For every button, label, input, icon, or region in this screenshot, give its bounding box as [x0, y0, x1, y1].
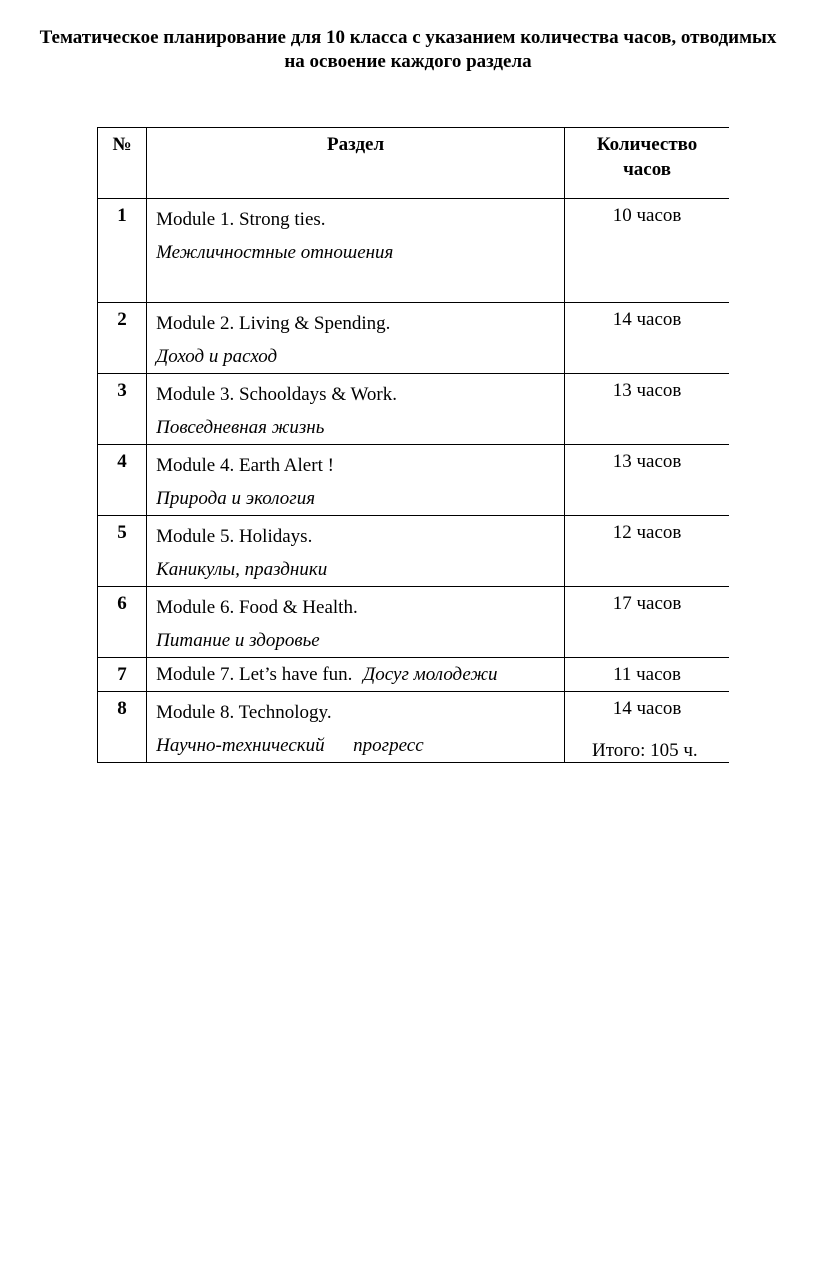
section-ru: Природа и экология — [156, 488, 316, 509]
table-row — [98, 587, 730, 658]
section-ru: Научно-технический прогресс — [156, 735, 424, 756]
section-en: Module 7. Let’s have fun. — [156, 664, 353, 685]
row-hours: 14 часов — [565, 303, 729, 374]
row-section — [147, 199, 565, 303]
row-hours: 13 часов — [565, 445, 729, 516]
row-num: 7 — [98, 658, 147, 692]
row-section — [147, 516, 565, 587]
row-section — [147, 587, 565, 658]
table-row — [98, 374, 730, 445]
planning-table — [97, 127, 729, 763]
table-row — [98, 516, 730, 587]
row-section — [147, 303, 565, 374]
row-section — [147, 658, 565, 692]
section-ru: Межличностные отношения — [156, 242, 394, 263]
row-num: 5 — [98, 516, 147, 587]
header-section: Раздел — [147, 128, 565, 199]
row-num: 4 — [98, 445, 147, 516]
header-hours-line-2: часов — [623, 159, 672, 180]
table-row — [98, 199, 730, 303]
title-line-1: Тематическое планирование для 10 класса с указанием количества часов, отводимых — [39, 27, 777, 48]
section-ru: Досуг молодежи — [363, 664, 498, 685]
row-hours: 17 часов — [565, 587, 729, 658]
header-hours-line-1: Количество — [596, 134, 698, 155]
table-row — [98, 445, 730, 516]
header-hours — [565, 128, 729, 199]
row-num: 1 — [98, 199, 147, 303]
row-section — [147, 692, 565, 763]
section-en: Module 8. Technology. — [156, 702, 332, 723]
row-hours: 11 часов — [565, 658, 729, 692]
section-en: Module 2. Living & Spending. — [156, 313, 391, 334]
section-en: Module 3. Schooldays & Work. — [156, 384, 397, 405]
page-title — [0, 26, 816, 74]
section-ru: Питание и здоровье — [156, 630, 320, 651]
total-hours: Итого: 105 ч. — [592, 740, 698, 761]
section-en: Module 5. Holidays. — [156, 526, 313, 547]
row-hours: 13 часов — [565, 374, 729, 445]
row-hours: 10 часов — [565, 199, 729, 303]
section-en: Module 6. Food & Health. — [156, 597, 358, 618]
title-line-2: на освоение каждого раздела — [284, 51, 532, 72]
table-row — [98, 303, 730, 374]
table-header-row — [98, 128, 730, 199]
section-ru: Доход и расход — [156, 346, 278, 367]
row-num: 6 — [98, 587, 147, 658]
table-row — [98, 658, 730, 692]
section-en: Module 1. Strong ties. — [156, 209, 326, 230]
section-en: Module 4. Earth Alert ! — [156, 455, 334, 476]
row-hours: 14 часов — [565, 692, 729, 763]
row-num: 3 — [98, 374, 147, 445]
row-hours: 12 часов — [565, 516, 729, 587]
row-num: 8 — [98, 692, 147, 763]
section-ru: Каникулы, праздники — [156, 559, 328, 580]
row-num: 2 — [98, 303, 147, 374]
header-num: № — [98, 128, 147, 199]
row-section — [147, 374, 565, 445]
row-section — [147, 445, 565, 516]
section-ru: Повседневная жизнь — [156, 417, 325, 438]
